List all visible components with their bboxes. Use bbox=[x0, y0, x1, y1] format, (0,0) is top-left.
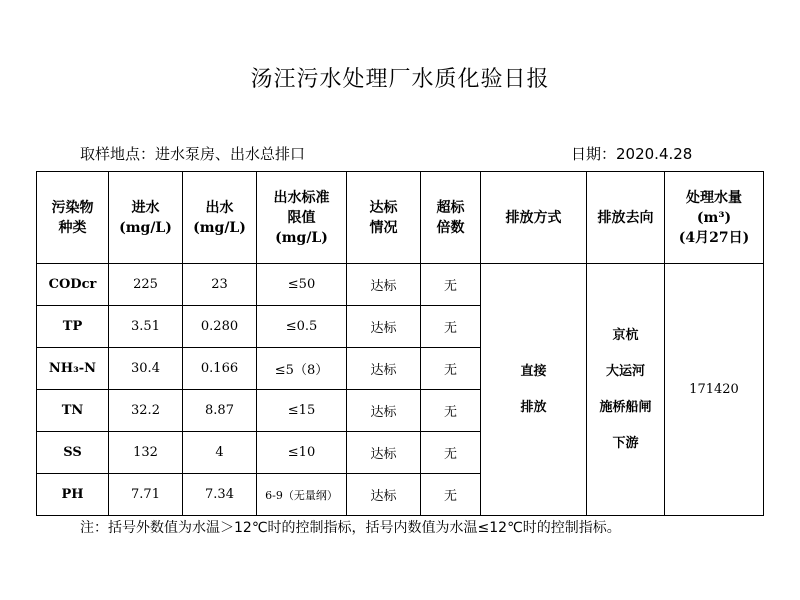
exceed-cell: 无 bbox=[421, 264, 481, 306]
sampling-location: 取样地点：进水泵房、出水总排口 bbox=[80, 145, 306, 163]
limit-cell: ≤15 bbox=[257, 390, 347, 432]
param-cell: TP bbox=[37, 306, 109, 348]
limit-cell: ≤0.5 bbox=[257, 306, 347, 348]
limit-cell: ≤5（8） bbox=[257, 348, 347, 390]
header-compliance: 达标 情况 bbox=[347, 172, 421, 264]
table-row bbox=[37, 264, 764, 306]
header-pollutant: 污染物 种类 bbox=[37, 172, 109, 264]
status-cell: 达标 bbox=[347, 348, 421, 390]
outflow-cell: 0.280 bbox=[183, 306, 257, 348]
inflow-cell: 225 bbox=[109, 264, 183, 306]
inflow-cell: 32.2 bbox=[109, 390, 183, 432]
outflow-cell: 4 bbox=[183, 432, 257, 474]
header-exceed: 超标 倍数 bbox=[421, 172, 481, 264]
exceed-cell: 无 bbox=[421, 306, 481, 348]
limit-cell: 6-9（无量纲） bbox=[257, 474, 347, 516]
header-discharge-method: 排放方式 bbox=[481, 172, 587, 264]
outflow-cell: 7.34 bbox=[183, 474, 257, 516]
param-cell: TN bbox=[37, 390, 109, 432]
inflow-cell: 3.51 bbox=[109, 306, 183, 348]
volume-value: 171420 bbox=[665, 264, 764, 516]
status-cell: 达标 bbox=[347, 264, 421, 306]
report-title: 汤汪污水处理厂水质化验日报 bbox=[250, 67, 550, 92]
inflow-cell: 30.4 bbox=[109, 348, 183, 390]
footnote: 注：括号外数值为水温＞12℃时的控制指标，括号内数值为水温≤12℃时的控制指标。 bbox=[80, 520, 621, 536]
status-cell: 达标 bbox=[347, 474, 421, 516]
exceed-cell: 无 bbox=[421, 432, 481, 474]
header-volume: 处理水量 (m³) (4月27日) bbox=[665, 172, 764, 264]
param-cell: CODcr bbox=[37, 264, 109, 306]
table-header-row bbox=[37, 172, 764, 264]
outflow-cell: 8.87 bbox=[183, 390, 257, 432]
report-date: 日期：2020.4.28 bbox=[571, 145, 693, 163]
status-cell: 达标 bbox=[347, 432, 421, 474]
discharge-method-cell: 直接 排放 bbox=[481, 264, 587, 516]
outflow-cell: 0.166 bbox=[183, 348, 257, 390]
header-inflow: 进水 (mg/L) bbox=[109, 172, 183, 264]
inflow-cell: 7.71 bbox=[109, 474, 183, 516]
status-cell: 达标 bbox=[347, 390, 421, 432]
header-discharge-dest: 排放去向 bbox=[587, 172, 665, 264]
exceed-cell: 无 bbox=[421, 474, 481, 516]
param-cell: SS bbox=[37, 432, 109, 474]
limit-cell: ≤50 bbox=[257, 264, 347, 306]
header-outflow: 出水 (mg/L) bbox=[183, 172, 257, 264]
outflow-cell: 23 bbox=[183, 264, 257, 306]
param-cell: PH bbox=[37, 474, 109, 516]
param-cell: NH₃-N bbox=[37, 348, 109, 390]
exceed-cell: 无 bbox=[421, 390, 481, 432]
status-cell: 达标 bbox=[347, 306, 421, 348]
water-quality-table bbox=[36, 171, 764, 516]
limit-cell: ≤10 bbox=[257, 432, 347, 474]
discharge-dest-cell: 京杭 大运河 施桥船闸 下游 bbox=[587, 264, 665, 516]
header-limit: 出水标准 限值 (mg/L) bbox=[257, 172, 347, 264]
exceed-cell: 无 bbox=[421, 348, 481, 390]
inflow-cell: 132 bbox=[109, 432, 183, 474]
